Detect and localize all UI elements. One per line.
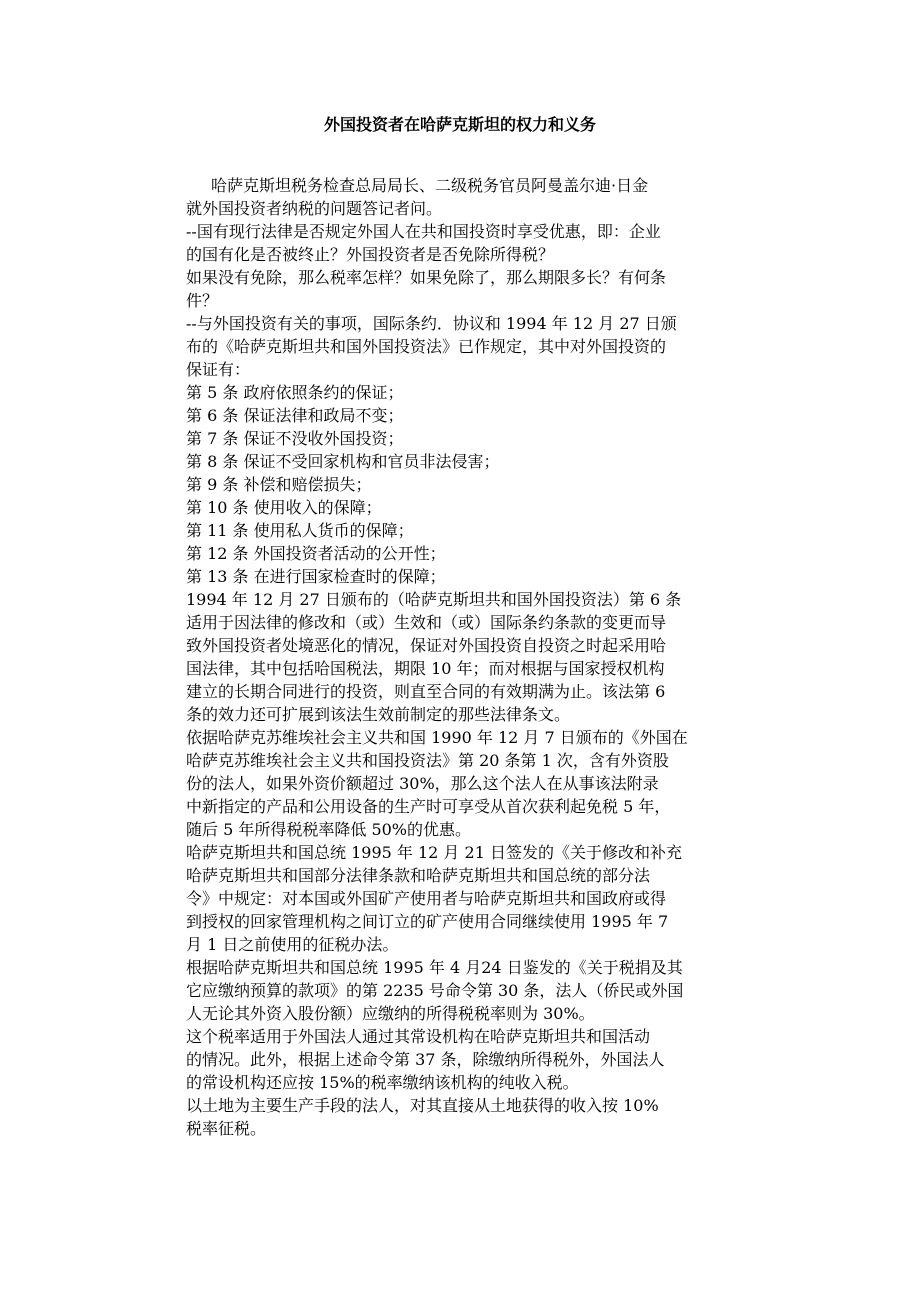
- paragraph-line: 就外国投资者纳税的问题答记者问。: [186, 199, 443, 218]
- article-item: 第 11 条 使用私人货币的保障；: [186, 521, 414, 540]
- article-item: 第 7 条 保证不没收外国投资；: [186, 429, 404, 448]
- paragraph-line: 如果没有免除，那么税率怎样？如果免除了，那么期限多长？有何条: [186, 268, 667, 287]
- paragraph-line: 的常设机构还应按 15%的税率缴纳该机构的纯收入税。: [186, 1073, 579, 1092]
- paragraph-line: 哈萨克斯坦税务检查总局局长、二级税务官员阿曼盖尔迪·日金: [211, 176, 649, 195]
- paragraph-line: 建立的长期合同进行的投资，则直至合同的有效期满为止。该法第 6: [186, 682, 666, 701]
- article-item: 第 6 条 保证法律和政局不变；: [186, 406, 404, 425]
- paragraph-line: 它应缴纳预算的款项》的第 2235 号命令第 30 条，法人（侨民或外国: [186, 981, 684, 1000]
- paragraph-line: 以土地为主要生产手段的法人，对其直接从土地获得的收入按 10%: [186, 1096, 659, 1115]
- paragraph-line: 份的法人，如果外资价额超过 30%，那么这个法人在从事该法附录: [186, 774, 659, 793]
- paragraph-line: 件？: [186, 291, 219, 310]
- article-item: 第 12 条 外国投资者活动的公开性；: [186, 544, 446, 563]
- article-item: 第 10 条 使用收入的保障；: [186, 498, 382, 517]
- article-item: 第 9 条 补偿和赔偿损失；: [186, 475, 372, 494]
- paragraph-line: 令》中规定：对本国或外国矿产使用者与哈萨克斯坦共和国政府或得: [186, 889, 667, 908]
- document-title: 外国投资者在哈萨克斯坦的权力和义务: [323, 115, 596, 134]
- paragraph-line: 这个税率适用于外国法人通过其常设机构在哈萨克斯坦共和国活动: [186, 1027, 651, 1046]
- paragraph-line: 致外国投资者处境恶化的情况，保证对外国投资自投资之时起采用哈: [186, 636, 667, 655]
- paragraph-line: 条的效力还可扩展到该法生效前制定的那些法律条文。: [186, 705, 571, 724]
- paragraph-line: 税率征税。: [186, 1119, 267, 1138]
- paragraph-line: 保证有：: [186, 360, 251, 379]
- paragraph-line: 布的《哈萨克斯坦共和国外国投资法》已作规定，其中对外国投资的: [186, 337, 667, 356]
- paragraph-line: 月 1 日之前使用的征税办法。: [186, 935, 399, 954]
- article-item: 第 8 条 保证不受回家机构和官员非法侵害；: [186, 452, 500, 471]
- paragraph-line: 1994 年 12 月 27 日颁布的（哈萨克斯坦共和国外国投资法）第 6 条: [186, 590, 682, 609]
- paragraph-line: 随后 5 年所得税税率降低 50%的优惠。: [186, 820, 472, 839]
- paragraph-line: 人无论其外资入股份额）应缴纳的所得税税率则为 30%。: [186, 1004, 595, 1023]
- paragraph-line: 哈萨克苏维埃社会主义共和国投资法》第 20 条第 1 次，含有外资股: [186, 751, 669, 770]
- paragraph-line: 中新指定的产品和公用设备的生产时可享受从首次获利起免税 5 年，: [186, 797, 671, 816]
- paragraph-line: 哈萨克斯坦共和国部分法律条款和哈萨克斯坦共和国总统的部分法: [186, 866, 651, 885]
- paragraph-line: 国法律，其中包括哈国税法，期限 10 年；而对根据与国家授权机构: [186, 659, 665, 678]
- paragraph-line: 到授权的回家管理机构之间订立的矿产使用合同继续使用 1995 年 7: [186, 912, 669, 931]
- paragraph-line: --国有现行法律是否规定外国人在共和国投资时享受优惠，即：企业: [186, 222, 661, 241]
- paragraph-line: --与外国投资有关的事项，国际条约．协议和 1994 年 12 月 27 日颁: [186, 314, 677, 333]
- paragraph-line: 适用于因法律的修改和（或）生效和（或）国际条约条款的变更而导: [186, 613, 667, 632]
- article-item: 第 13 条 在进行国家检查时的保障；: [186, 567, 446, 586]
- paragraph-line: 哈萨克斯坦共和国总统 1995 年 12 月 21 日签发的《关于修改和补充: [186, 843, 682, 862]
- paragraph-line: 的情况。此外，根据上述命令第 37 条，除缴纳所得税外，外国法人: [186, 1050, 665, 1069]
- document-body: [186, 174, 738, 1140]
- paragraph-line: 的国有化是否被终止？外国投资者是否免除所得税？: [186, 245, 555, 264]
- article-item: 第 5 条 政府依照条约的保证；: [186, 383, 404, 402]
- paragraph-line: 依据哈萨克苏维埃社会主义共和国 1990 年 12 月 7 日颁布的《外国在: [186, 728, 688, 747]
- paragraph-line: 根据哈萨克斯坦共和国总统 1995 年 4 月24 日鉴发的《关于税捐及其: [186, 958, 683, 977]
